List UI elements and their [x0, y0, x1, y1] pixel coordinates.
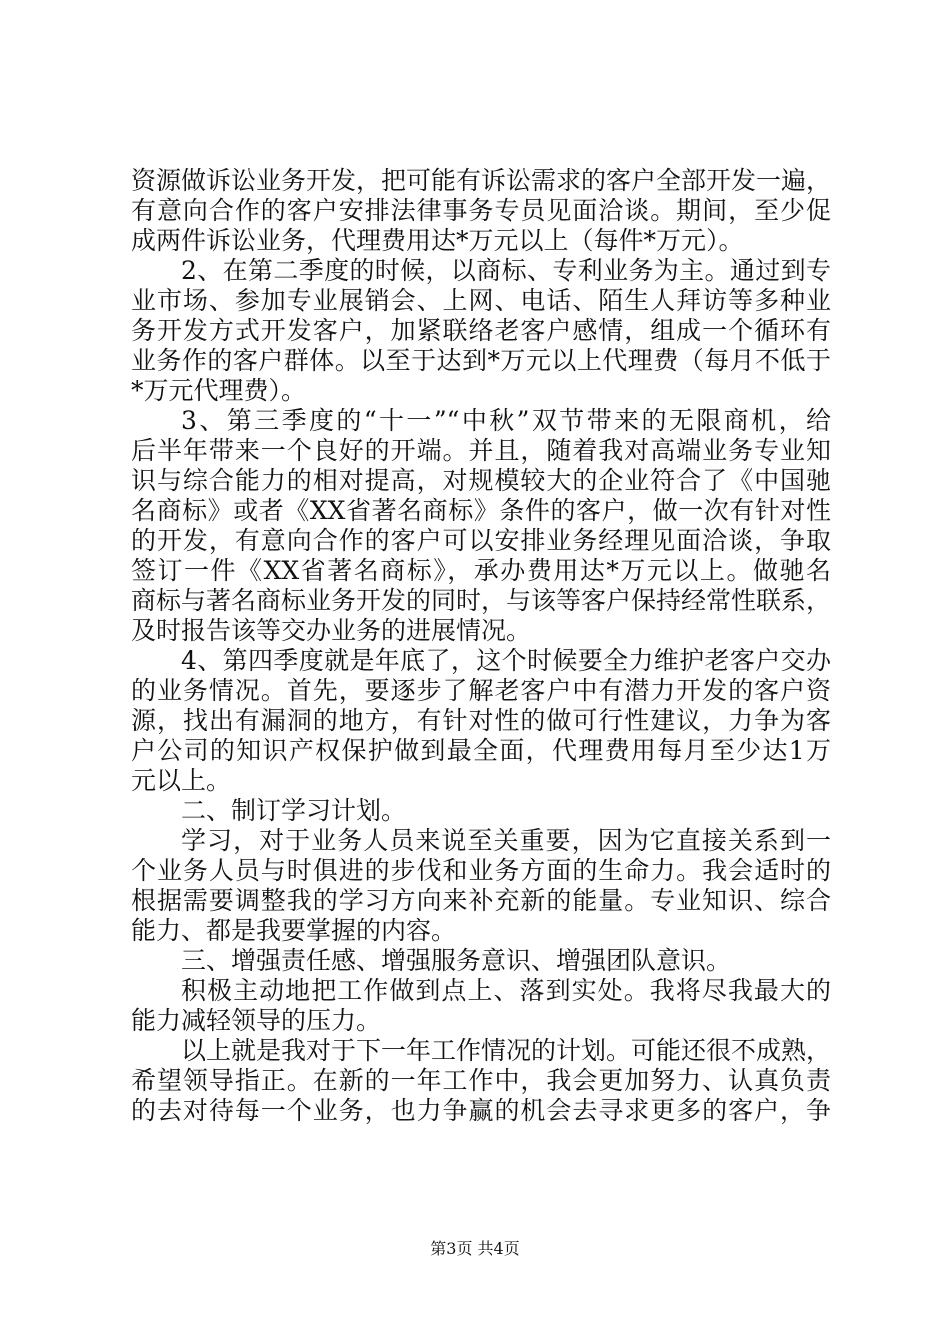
text-line: 4、第四季度就是年底了，这个时候要全力维护老客户交办 — [181, 646, 831, 675]
page-footer: 第3页 共4页 — [430, 1239, 520, 1258]
text-line: 2、在第二季度的时候，以商标、专利业务为主。通过到专 — [181, 256, 831, 285]
text-line: 的开发，有意向合作的客户可以安排业务经理见面洽谈，争取 — [131, 526, 831, 555]
text-line: 名商标》或者《XX省著名商标》条件的客户，做一次有针对性 — [131, 496, 831, 525]
text-line: 户公司的知识产权保护做到最全面，代理费用每月至少达1万 — [131, 736, 831, 765]
text-line: 后半年带来一个良好的开端。并且，随着我对高端业务专业知 — [131, 436, 831, 465]
text-line: 务开发方式开发客户，加紧联络老客户感情，组成一个循环有 — [131, 316, 831, 345]
text-line: 资源做诉讼业务开发，把可能有诉讼需求的客户全部开发一遍， — [131, 166, 832, 195]
text-line: 以上就是我对于下一年工作情况的计划。可能还很不成熟， — [181, 1036, 832, 1065]
text-line: 能力减轻领导的压力。 — [131, 1006, 382, 1035]
text-line: 的去对待每一个业务，也力争赢的机会去寻求更多的客户，争 — [131, 1096, 831, 1125]
text-line: 根据需要调整我的学习方向来补充新的能量。专业知识、综合 — [131, 886, 831, 915]
document-body — [131, 166, 831, 1126]
text-line: 的业务情况。首先，要逐步了解老客户中有潜力开发的客户资 — [131, 676, 831, 705]
text-line: 3、第三季度的“十一”“中秋”双节带来的无限商机，给 — [181, 406, 831, 435]
text-line: 业市场、参加专业展销会、上网、电话、陌生人拜访等多种业 — [131, 286, 831, 315]
text-line: 希望领导指正。在新的一年工作中，我会更加努力、认真负责 — [131, 1066, 831, 1095]
text-line: 能力、都是我要掌握的内容。 — [131, 916, 457, 945]
text-line: 个业务人员与时俱进的步伐和业务方面的生命力。我会适时的 — [131, 856, 831, 885]
text-line: 成两件诉讼业务，代理费用达*万元以上（每件*万元）。 — [131, 226, 744, 255]
text-line: 商标与著名商标业务开发的同时，与该等客户保持经常性联系， — [131, 586, 832, 615]
text-line: 识与综合能力的相对提高，对规模较大的企业符合了《中国驰 — [131, 466, 831, 495]
text-line: 积极主动地把工作做到点上、落到实处。我将尽我最大的 — [181, 976, 831, 1005]
text-line: 业务作的客户群体。以至于达到*万元以上代理费（每月不低于 — [131, 346, 831, 375]
text-line: 元以上。 — [131, 766, 232, 795]
text-line: 源，找出有漏洞的地方，有针对性的做可行性建议，力争为客 — [131, 706, 831, 735]
text-line: 三、增强责任感、增强服务意识、增强团队意识。 — [181, 946, 732, 975]
text-line: 签订一件《XX省著名商标》，承办费用达*万元以上。做驰名 — [131, 556, 831, 585]
text-line: 学习，对于业务人员来说至关重要，因为它直接关系到一 — [181, 826, 831, 855]
text-line: 有意向合作的客户安排法律事务专员见面洽谈。期间，至少促 — [131, 196, 831, 225]
text-line: 二、制订学习计划。 — [181, 796, 407, 825]
text-line: *万元代理费）。 — [131, 376, 307, 405]
text-line: 及时报告该等交办业务的进展情况。 — [131, 616, 532, 645]
